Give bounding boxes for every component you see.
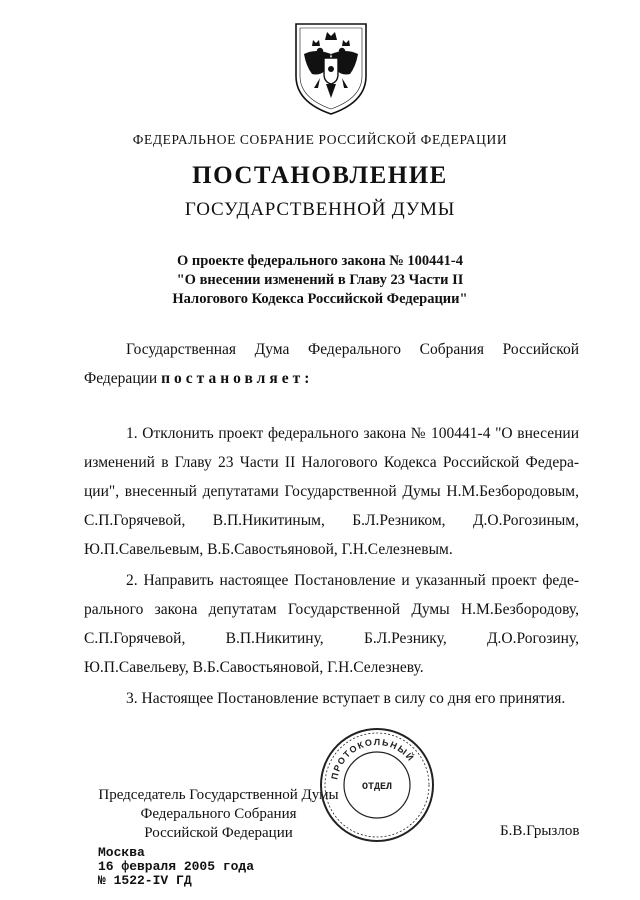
document-subtitle: ГОСУДАРСТВЕННОЙ ДУМЫ xyxy=(184,199,456,220)
text-line: С.П.Горячевой, В.П.Никитиным, Б.Л.Резником, Д.О.Рогозиным, xyxy=(84,512,579,529)
text-line xyxy=(84,364,579,393)
subject-line: Налогового Кодекса Российской Федерации" xyxy=(172,291,468,307)
decree-verb: постановляет: xyxy=(161,370,314,387)
document-body xyxy=(84,335,579,713)
footer-date: 16 февраля 2005 года xyxy=(98,859,255,874)
svg-text:ПРОТОКОЛЬНЫЙ xyxy=(329,737,417,780)
assembly-name: ФЕДЕРАЛЬНОЕ СОБРАНИЕ РОССИЙСКОЙ ФЕДЕРАЦИИ xyxy=(132,132,508,147)
text-line: 3. Настоящее Постановление вступает в силу со дня его принятия. xyxy=(126,690,566,707)
coat-of-arms-icon xyxy=(290,18,372,118)
text-line: 2. Направить настоящее Постановление и указанный проект феде- xyxy=(126,572,579,589)
text-line: 1. Отклонить проект федерального закона № 100441-4 "О внесении xyxy=(126,425,579,442)
text-line: изменений в Главу 23 Части II Налогового Кодекса Российской Федера- xyxy=(84,454,579,471)
document-footer xyxy=(98,846,254,888)
footer-number: № 1522-IV ГД xyxy=(98,873,192,888)
text-line: ции", внесенный депутатами Государственной Думы Н.М.Безбородовым, xyxy=(84,483,579,500)
subject-line: "О внесении изменений в Главу 23 Части II xyxy=(176,272,464,288)
document-title: ПОСТАНОВЛЕНИЕ xyxy=(192,162,448,189)
position-line: Федерального Собрания xyxy=(140,806,297,822)
round-stamp-icon xyxy=(318,726,436,844)
text-line: С.П.Горячевой, В.П.Никитину, Б.Л.Резнику, Д.О.Рогозину, xyxy=(84,630,579,647)
signatory-position xyxy=(96,786,341,843)
position-line: Российской Федерации xyxy=(144,825,293,841)
signatory-name: Б.В.Грызлов xyxy=(500,823,580,839)
clause-1 xyxy=(84,419,579,564)
preamble xyxy=(84,335,579,393)
position-line: Председатель Государственной Думы xyxy=(98,787,339,803)
seal-ring-text: ПРОТОКОЛЬНЫЙ xyxy=(329,736,417,781)
clause-2 xyxy=(84,566,579,682)
footer-city: Москва xyxy=(98,845,145,860)
text-line: Ю.П.Савельевым, В.Б.Савостьяновой, Г.Н.Селезневым. xyxy=(84,541,453,558)
document-subject xyxy=(0,252,640,309)
text-line: рального закона депутатам Государственной Думы Н.М.Безбородову, xyxy=(84,601,579,618)
preamble-start: Федерации xyxy=(84,370,162,387)
seal-center-text: ОТДЕЛ xyxy=(361,782,393,793)
subject-line: О проекте федерального закона № 100441-4 xyxy=(176,253,464,269)
text-line: Государственная Дума Федерального Собрания Российской xyxy=(126,341,579,358)
clause-3 xyxy=(84,684,579,713)
text-line: Ю.П.Савельеву, В.Б.Савостьяновой, Г.Н.Селезневу. xyxy=(84,659,424,676)
